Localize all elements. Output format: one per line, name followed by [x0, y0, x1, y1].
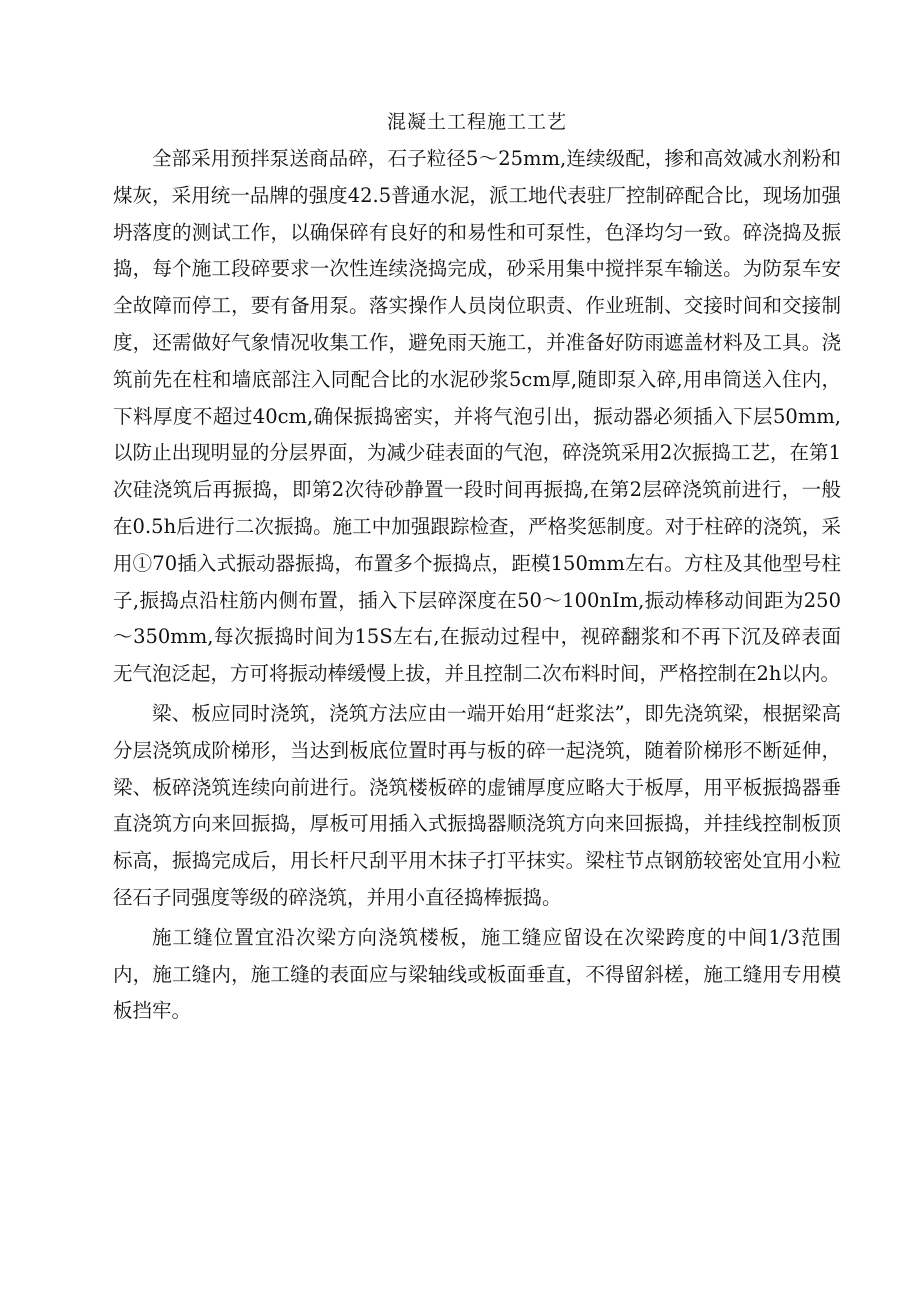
- document-title: 混凝土工程施工工艺: [386, 111, 567, 133]
- paragraph-concrete-pouring: 全部采用预拌泵送商品碎，石子粒径5～25mm,连续级配，掺和高效减水剂粉和煤灰，采用统一品牌的强度42.5普通水泥，派工地代表驻厂控制碎配合比，现场加强坍落度的测试工作，以确保碎有良好的和易性和可泵性，色泽均匀一致。碎浇捣及振捣，每个施工段碎要求一次性连续浇捣完成，砂采用集中搅拌泵车输送。为防泵车安全故障而停工，要有备用泵。落实操作人员岗位职责、作业班制、交接时间和交接制度，还需做好气象情况收集工作，避免雨天施工，并准备好防雨遮盖材料及工具。浇筑前先在柱和墙底部注入同配合比的水泥砂浆5cm厚,随即泵入碎,用串筒送入住内，下料厚度不超过40cm,确保振捣密实，并将气泡引出，振动器必须插入下层50mm,以防止出现明显的分层界面，为减少硅表面的气泡，碎浇筑采用2次振捣工艺，在第1次硅浇筑后再振捣，即第2次待砂静置一段时间再振捣,在第2层碎浇筑前进行，一般在0.5h后进行二次振捣。施工中加强跟踪检查，严格奖惩制度。对于柱碎的浇筑，采用①70插入式振动器振捣，布置多个振捣点，距模150mm左右。方柱及其他型号柱子,振捣点沿柱筋内侧布置，插入下层碎深度在50～100nIm,振动棒移动间距为250～350mm,每次振捣时间为15S左右,在振动过程中，视碎翻浆和不再下沉及碎表面无气泡泛起，方可将振动棒缓慢上拔，并且控制二次布料时间，严格控制在2h以内。: [113, 147, 841, 686]
- document-page: [113, 104, 841, 1030]
- paragraph-beam-slab-pouring: 梁、板应同时浇筑，浇筑方法应由一端开始用“赶浆法”，即先浇筑梁，根据梁高分层浇筑成阶梯形，当达到板底位置时再与板的碎一起浇筑，随着阶梯形不断延伸，梁、板碎浇筑连续向前进行。浇筑楼板碎的虚铺厚度应略大于板厚，用平板振捣器垂直浇筑方向来回振捣，厚板可用插入式振捣器顺浇筑方向来回振捣，并挂线控制板顶标高，振捣完成后，用长杆尺刮平用木抹子打平抹实。梁柱节点钢筋较密处宜用小粒径石子同强度等级的碎浇筑，并用小直径捣棒振捣。: [113, 701, 841, 909]
- paragraph-construction-joint: 施工缝位置宜沿次梁方向浇筑楼板，施工缝应留设在次梁跨度的中间1/3范围内，施工缝内，施工缝的表面应与梁轴线或板面垂直，不得留斜槎，施工缝用专用模板挡牢。: [113, 925, 841, 1023]
